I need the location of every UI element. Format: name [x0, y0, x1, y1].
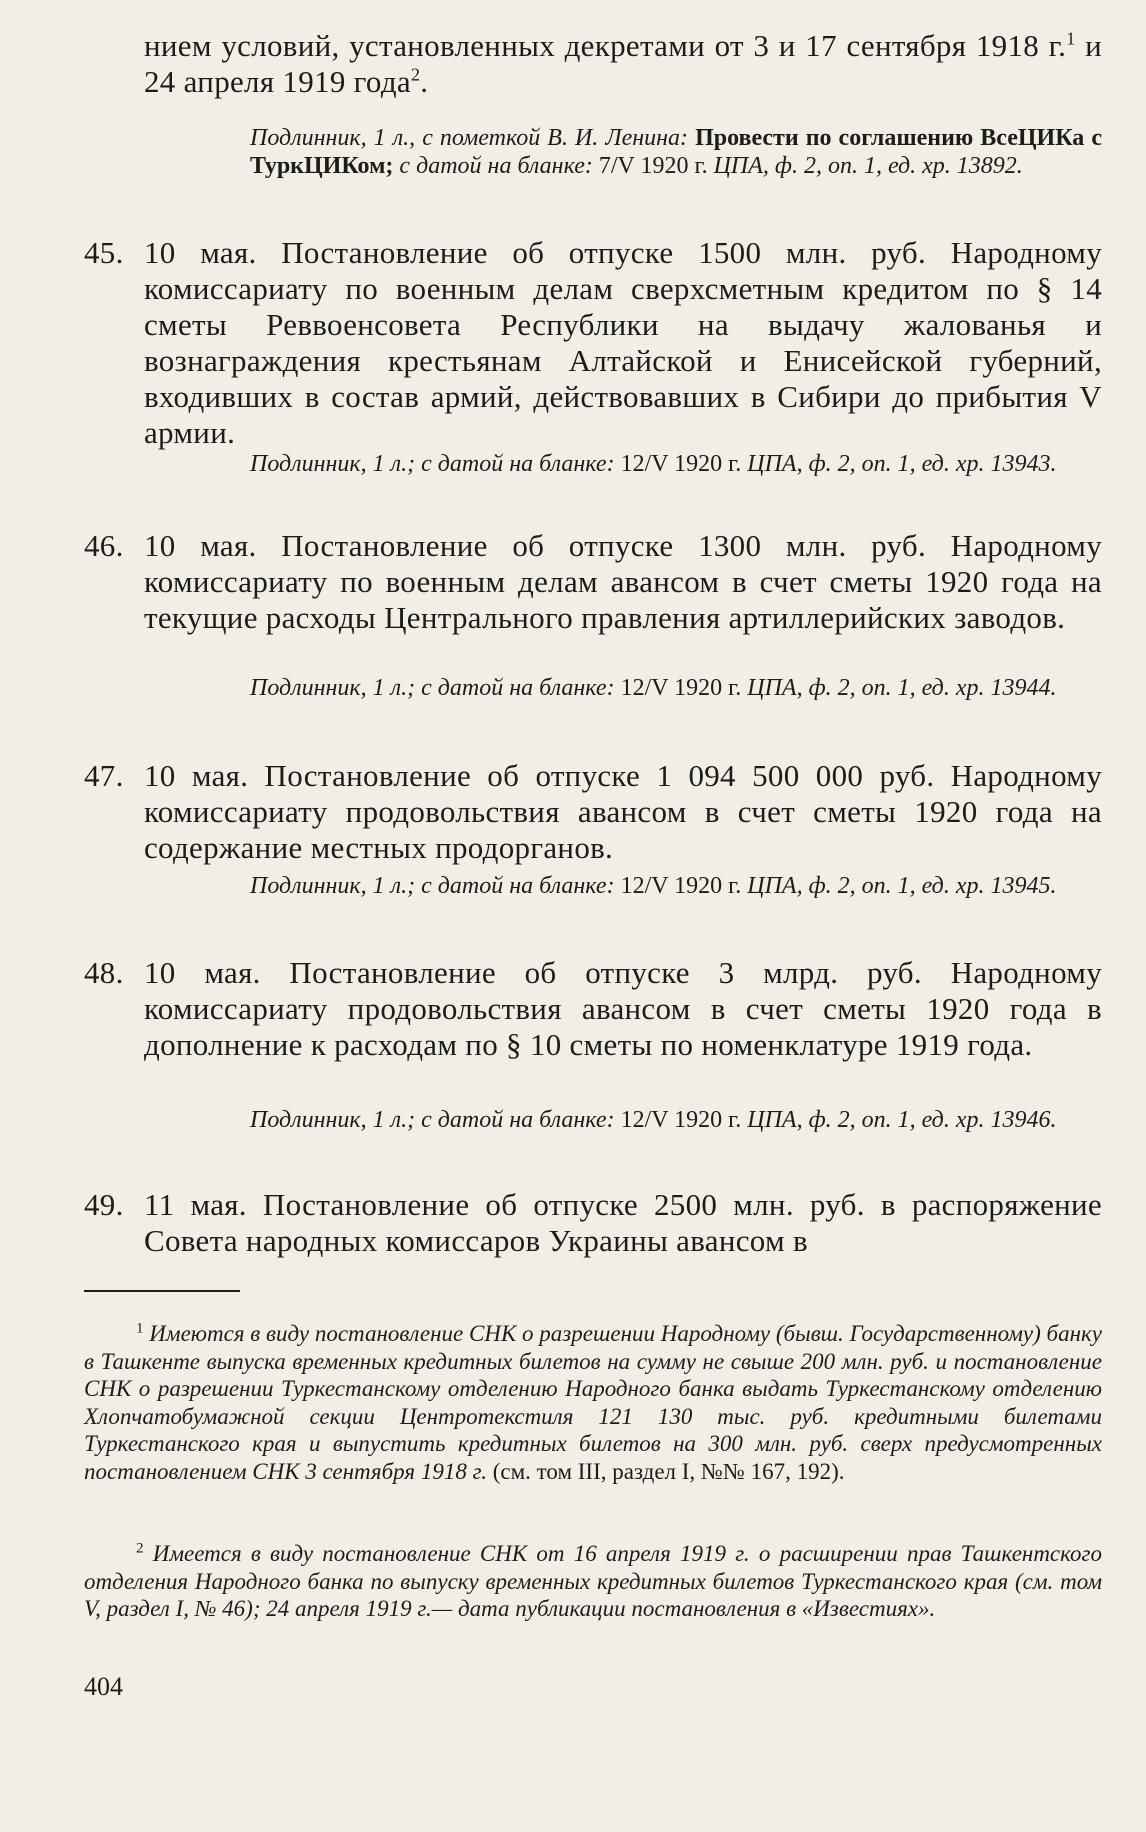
entry-48 [84, 955, 1102, 1063]
entry-47 [84, 758, 1102, 866]
page-number: 404 [84, 1672, 123, 1701]
footnote-ref-text: (см. том III, раздел I, №№ 167, 192). [492, 1458, 845, 1484]
source-date: 12/V 1920 г. [620, 873, 748, 899]
entry-number: 46. [84, 528, 124, 563]
entry-number: 48. [84, 955, 124, 990]
entry-45 [84, 235, 1102, 451]
continuation-paragraph [144, 28, 1102, 100]
lenin-note: Провести по соглашению ВсеЦИКа с ТуркЦИКом; [250, 125, 1102, 179]
entry-number: 47. [84, 758, 124, 793]
footnote-divider [84, 1290, 240, 1292]
entry-46 [84, 528, 1102, 636]
source-archive: ЦПА, ф. 2, оп. 1, ед. хр. 13946. [747, 1107, 1057, 1133]
footnote-text: Имеются в виду постановление СНК о разрешении Народному (бывш. Государственному) банку в Ташкенте выпуска временных кредитных билетов на сумму не свыше 200 млн. руб. и постановление СНК о разрешении Туркестанскому отделению Народного банка выдать Туркестанскому отделению Хлопчатобумажной секции Центротекстиля 121 130 тыс. руб. кредитными билетами Туркестанского края и выпустить кредитных билетов на 300 млн. руб. сверх предусмотренных постановлением СНК 3 сентября 1918 г. [84, 1321, 1103, 1484]
footnote-mark: 1 [136, 1320, 144, 1337]
footnote-ref-2[interactable]: 2 [410, 64, 421, 85]
source-note [250, 872, 1102, 900]
source-date: 7/V 1920 г. [598, 153, 714, 179]
footnote-2 [84, 1540, 1102, 1623]
continuation-text: нием условий, установленных декретами от 3 и 17 сентября 1918 г. [144, 28, 1067, 63]
entry-49 [84, 1187, 1102, 1259]
source-date: 12/V 1920 г. [620, 451, 748, 477]
entry-number: 45. [84, 235, 124, 270]
source-prefix: Подлинник, 1 л.; с датой на бланке: [250, 675, 621, 701]
source-prefix: Подлинник, 1 л.; с датой на бланке: [250, 1107, 621, 1133]
source-prefix: Подлинник, 1 л.; с датой на бланке: [250, 451, 621, 477]
source-note [250, 124, 1102, 180]
entry-text: 11 мая. Постановление об отпуске 2500 млн. руб. в распоряжение Совета народных комиссаров Украины авансом в [144, 1187, 1102, 1258]
source-note [250, 450, 1102, 478]
footnote-mark: 2 [136, 1540, 144, 1557]
entry-text: 10 мая. Постановление об отпуске 1300 млн. руб. Народному комиссариату по военным делам авансом в счет сметы 1920 года на текущие расходы Центрального правления артиллерийских заводов. [144, 528, 1102, 635]
source-note [250, 674, 1102, 702]
entry-number: 49. [84, 1187, 124, 1222]
source-note [250, 1106, 1102, 1134]
source-prefix: Подлинник, 1 л.; с датой на бланке: [250, 873, 621, 899]
source-archive: ЦПА, ф. 2, оп. 1, ед. хр. 13892. [713, 153, 1023, 179]
entry-text: 10 мая. Постановление об отпуске 3 млрд. руб. Народному комиссариату продовольствия авансом в счет сметы 1920 года в дополнение к расходам по § 10 сметы по номенклатуре 1919 года. [144, 955, 1102, 1062]
footnote-ref-1[interactable]: 1 [1066, 28, 1076, 49]
source-archive: ЦПА, ф. 2, оп. 1, ед. хр. 13945. [747, 873, 1057, 899]
entry-text: 10 мая. Постановление об отпуске 1500 млн. руб. Народному комиссариату по военным делам сверхсметным кредитом по § 14 сметы Реввоенсовета Республики на выдачу жалованья и вознаграждения крестьянам Алтайской и Енисейской губерний, входивших в состав армий, действовавших в Сибири до прибытия V армии. [144, 235, 1102, 450]
source-date: 12/V 1920 г. [620, 675, 748, 701]
continuation-text-2: и 24 апреля 1919 года [144, 28, 1102, 99]
continuation-text-3: . [420, 64, 429, 99]
source-archive: ЦПА, ф. 2, оп. 1, ед. хр. 13943. [747, 451, 1057, 477]
footnote-1 [84, 1320, 1102, 1485]
source-archive: ЦПА, ф. 2, оп. 1, ед. хр. 13944. [747, 675, 1057, 701]
source-prefix: Подлинник, 1 л., с пометкой В. И. Ленина: [250, 125, 696, 151]
entry-text: 10 мая. Постановление об отпуске 1 094 500 000 руб. Народному комиссариату продовольствия авансом в счет сметы 1920 года на содержание местных продорганов. [144, 758, 1102, 865]
source-date: 12/V 1920 г. [620, 1107, 748, 1133]
footnote-text: Имеется в виду постановление СНК от 16 апреля 1919 г. о расширении прав Ташкентского отделения Народного банка по выпуску временных кредитных билетов Туркестанского края (см. том V, раздел I, № 46); 24 апреля 1919 г.— дата публикации постановления в «Известиях». [84, 1541, 1102, 1621]
source-date-label: с датой на бланке: [399, 153, 599, 179]
